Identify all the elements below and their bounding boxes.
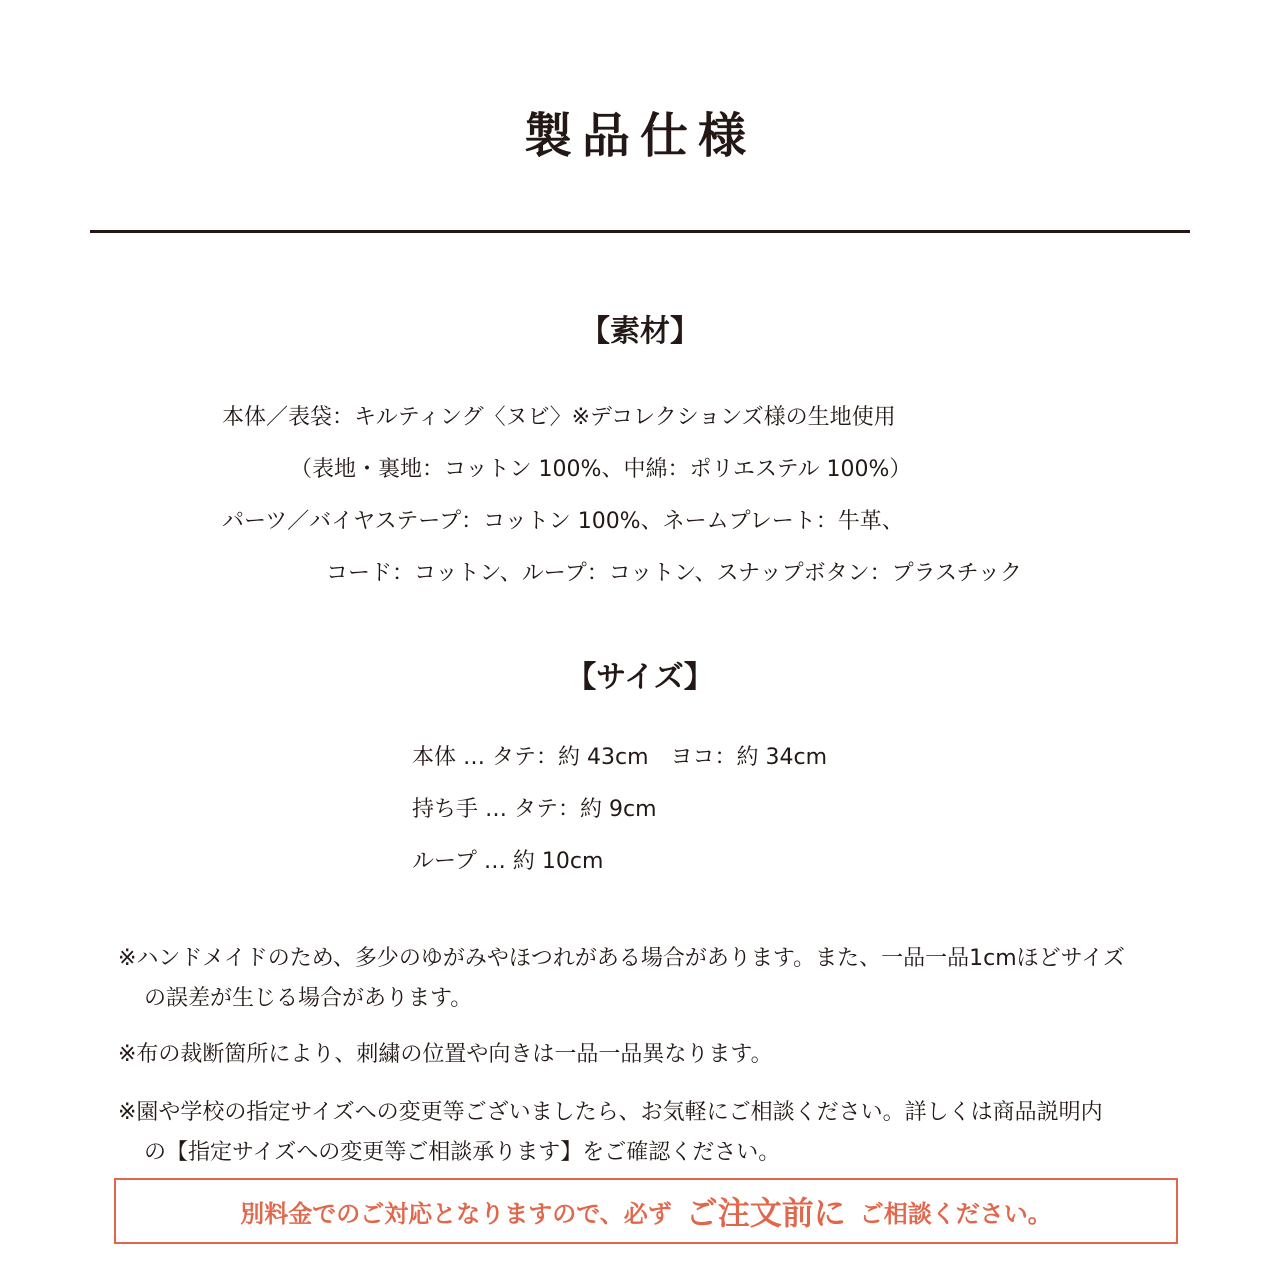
- size-heading: 【サイズ】: [566, 660, 714, 695]
- note-custom-size: ※園や学校の指定サイズへの変更等ございましたら、お気軽にご相談ください。詳しくは商品説明内: [118, 1100, 1103, 1125]
- callout-text-1: 別料金でのご対応となりますので、必ず: [240, 1199, 672, 1228]
- page-title: 製品仕様: [523, 108, 756, 164]
- size-line-loop: ループ … 約 10cm: [412, 849, 604, 874]
- size-line-handle: 持ち手 … タテ：約 9cm: [412, 797, 657, 822]
- material-line-fabric: （表地・裏地：コットン 100%、中綿：ポリエステル 100%）: [290, 457, 912, 482]
- callout-text-2: ご相談ください。: [859, 1199, 1052, 1228]
- note-handmade: ※ハンドメイドのため、多少のゆがみやほつれがある場合があります。また、一品一品1cmほどサイズ: [118, 946, 1125, 971]
- title-divider: [90, 230, 1190, 233]
- note-embroidery: ※布の裁断箇所により、刺繍の位置や向きは一品一品異なります。: [118, 1042, 773, 1067]
- note-custom-size-cont: の【指定サイズへの変更等ご相談承ります】をご確認ください。: [144, 1140, 781, 1165]
- material-line-body: 本体／表袋：キルティング〈ヌビ〉※デコレクションズ様の生地使用: [222, 405, 896, 430]
- material-line-parts-cont: コード：コットン、ループ：コットン、スナップボタン：プラスチック: [326, 561, 1022, 586]
- material-line-parts: パーツ／バイヤステープ：コットン 100%、ネームプレート：牛革、: [222, 509, 904, 534]
- size-line-body: 本体 … タテ：約 43cm ヨコ：約 34cm: [412, 745, 828, 770]
- extra-fee-callout: [114, 1178, 1178, 1244]
- note-handmade-cont: の誤差が生じる場合があります。: [144, 986, 473, 1011]
- callout-emphasis: ご注文前に: [685, 1194, 846, 1232]
- material-heading: 【素材】: [580, 314, 700, 349]
